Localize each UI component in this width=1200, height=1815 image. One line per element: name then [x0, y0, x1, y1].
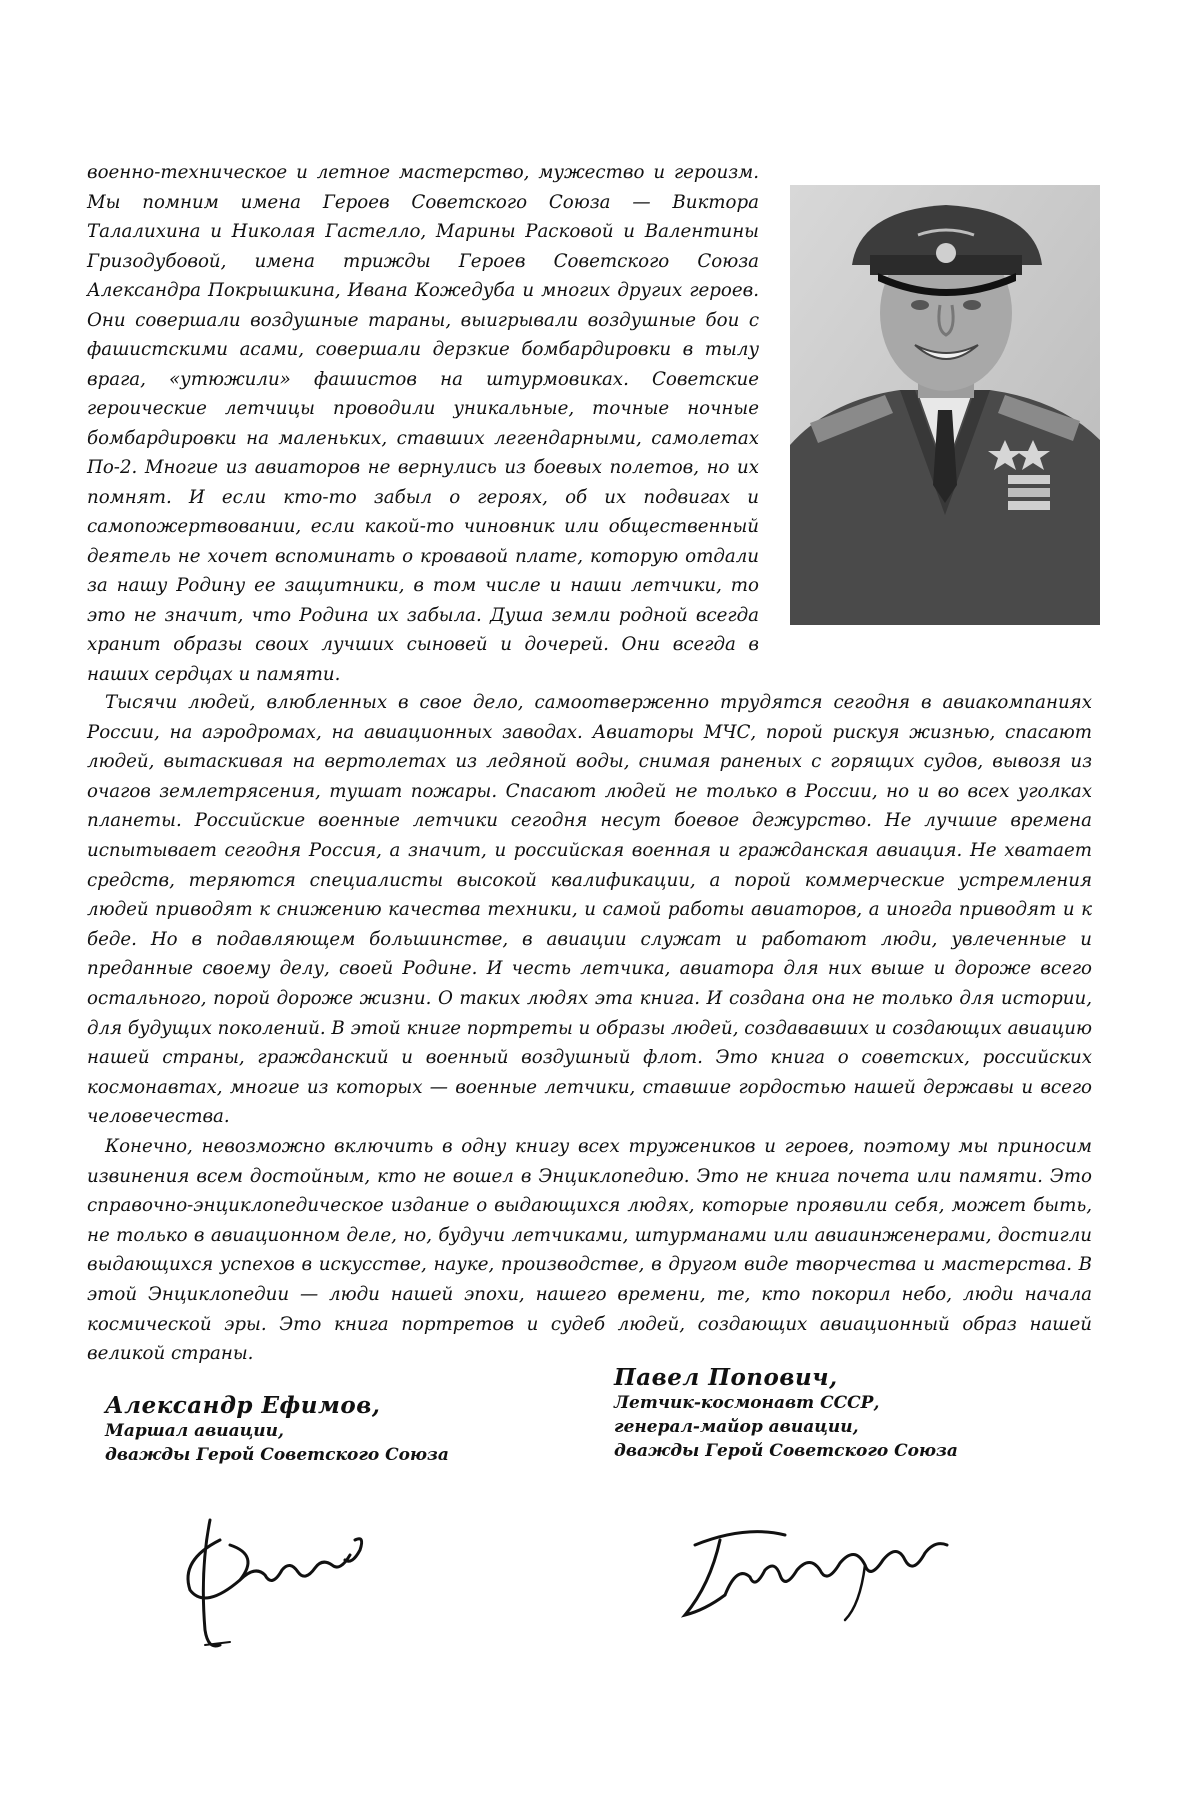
signatory-left — [105, 1392, 449, 1467]
signatory-right — [614, 1364, 958, 1463]
signatory-left-name: Александр Ефимов, — [105, 1392, 381, 1419]
body-paragraph-2: Тысячи людей, влюбленных в свое дело, самоотверженно трудятся сегодня в авиакомпаниях России, на аэродромах, на авиационных заводах. Авиаторы МЧС, порой рискуя жизнью, спасают людей, вытаскивая на вертолетах из ледяной воды, снимая раненых с горящих судов, вывозя из очагов землетрясения, тушат пожары. Спасают людей не только в России, но и во всех уголках планеты. Российские военные летчики сегодня несут боевое дежурство. Не лучшие времена испытывает сегодня Россия, а значит, и российская военная и гражданская авиация. Не хватает средств, теряются специалисты высокой квалификации, а порой коммерческие устремления людей приводят к снижению качества техники, и самой работы авиаторов, а иногда приводят и к беде. Но в подавляющем большинстве, в авиации служат и работают люди, увлеченные и преданные своему делу, своей Родине. И честь летчика, авиатора для них выше и дороже всего остального, порой дороже жизни. О таких людях эта книга. И создана она не только для истории, для будущих поколений. В этой книге портреты и образы людей, создававших и создающих авиацию нашей страны, гражданский и военный воздушный флот. Это книга о советских, российских космонавтах, многие из которых — военные летчики, ставшие гордостью нашей державы и всего человечества. — [87, 692, 1092, 1128]
signatory-right-name: Павел Попович, — [614, 1364, 838, 1391]
signatory-left-title-1: Маршал авиации, — [105, 1421, 284, 1441]
intro-paragraph: военно-техническое и летное мастерство, мужество и героизм. Мы помним имена Героев Советского Союза — Виктора Талалихина и Николая Гастелло, Марины Расковой и Валентины Гризодубовой, имена трижды Героев Советского Союза Александра Покрышкина, Ивана Кожедуба и многих других героев. Они совершали воздушные тараны, выигрывали воздушные бои с фашистскими асами, совершали дерзкие бомбардировки в тылу врага, «утюжили» фашистов на штурмовиках. Советские героические летчицы проводили уникальные, точные ночные бомбардировки на маленьких, ставших легендарными, самолетах По-2. Многие из авиаторов не вернулись из боевых полетов, но их помнят. И если кто-то забыл о героях, об их подвигах и самопожертвовании, если какой-то чиновник или общественный деятель не хочет вспоминать о кровавой плате, которую отдали за нашу Родину ее защитники, в том числе и наши летчики, то это не значит, что Родина их забыла. Душа земли родной всегда хранит образы своих лучших сыновей и дочерей. Они всегда в наших сердцах и памяти. — [87, 162, 759, 685]
portrait-photo — [790, 185, 1100, 625]
signatory-right-title-1: Летчик-космонавт СССР, — [614, 1393, 880, 1413]
signatory-left-title-2: дважды Герой Советского Союза — [105, 1445, 449, 1465]
handwritten-signature-right — [665, 1515, 955, 1635]
handwritten-signature-left — [160, 1510, 390, 1660]
body-paragraph-3: Конечно, невозможно включить в одну книгу всех тружеников и героев, поэтому мы приносим извинения всем достойным, кто не вошел в Энциклопедию. Это не книга почета или памяти. Это справочно-энциклопедическое издание о выдающихся людях, которые проявили себя, может быть, не только в авиационном деле, но, будучи летчиками, штурманами или авиаинженерами, достигли выдающихся успехов в искусстве, науке, производстве, в другом виде творчества и мастерства. В этой Энциклопедии — люди нашей эпохи, нашего времени, те, кто покорил небо, люди начала космической эры. Это книга портретов и судеб людей, создающих авиационный образ нашей великой страны. — [87, 1136, 1092, 1365]
signatory-right-title-2: генерал-майор авиации, — [614, 1417, 859, 1437]
signatory-right-title-3: дважды Герой Советского Союза — [614, 1441, 958, 1461]
